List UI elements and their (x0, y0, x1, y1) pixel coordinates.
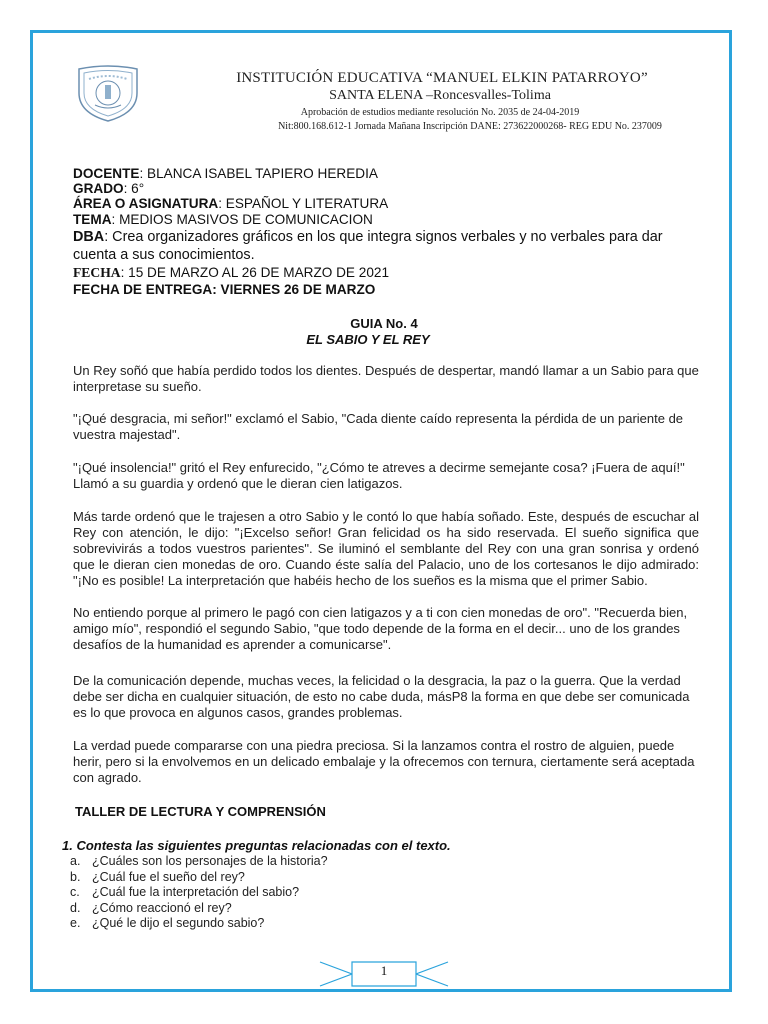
list-item: c. ¿Cuál fue la interpretación del sabio? (70, 885, 300, 900)
fecha-line: FECHA: 15 DE MARZO AL 26 DE MARZO DE 2021 (73, 265, 390, 280)
approval-resolution: Aprobación de estudios mediante resolución No. 2035 de 24-04-2019 (300, 107, 580, 118)
guide-number: GUIA No. 4 (350, 316, 418, 331)
docente-line: DOCENTE: BLANCA ISABEL TAPIERO HEREDIA (73, 166, 378, 181)
tema-line: TEMA: MEDIOS MASIVOS DE COMUNICACION (73, 212, 373, 227)
question-list (70, 854, 328, 932)
dba-line: DBA: Crea organizadores gráficos en los que integra signos verbales y no verbales para dar (73, 229, 663, 245)
story-paragraph-3: "¡Qué insolencia!" gritó el Rey enfurecido, "¿Cómo te atreves a decirme semejante cosa? ¡Fuera de aquí!" Llamó a su guardia y ordenó que le dieran cien latigazos. (73, 460, 685, 491)
story-paragraph-2: "¡Qué desgracia, mi señor!" exclamó el Sabio, "Cada diente caído representa la pérdida de un pariente de vuestra majestad". (73, 411, 684, 442)
school-crest-logo (73, 65, 143, 123)
story-paragraph-7: La verdad puede compararse con una piedra preciosa. Si la lanzamos contra el rostro de alguien, puede herir, pero si la envolvemos en un delicado embalaje y la ofrecemos con ternura, ciertamente será aceptada con agrado. (73, 738, 695, 785)
workshop-instruction: 1. Contesta las siguientes preguntas relacionadas con el texto. (62, 838, 451, 853)
area-line: ÁREA O ASIGNATURA: ESPAÑOL Y LITERATURA (73, 196, 389, 211)
story-paragraph-4: Más tarde ordenó que le trajesen a otro Sabio y le contó lo que había soñado. Este, después de escuchar al Rey con atención, le dijo: "¡Excelso señor! Gran felicidad os ha sido reservada. El sueño significa que sobrevivirás a todos vuestros parientes". Se iluminó el semblante del Rey con una gran sonrisa y ordenó que le dieran cien monedas de oro. Cuando éste salía del Palacio, uno de los cortesanos le dijo admirado: "¡No es posible! La interpretación que habéis hecho de los sueños es la misma que el primer Sabio. (73, 509, 699, 588)
story-paragraph-5: No entiendo porque al primero le pagó con cien latigazos y a ti con cien monedas de oro". "Recuerda bien, amigo mío", respondió el segundo Sabio, "que todo depende de la forma en el decir... uno de los grandes desafíos de la humanidad es aprender a comunicarse". (73, 605, 688, 652)
story-title: EL SABIO Y EL REY (306, 332, 430, 347)
fecha-entrega: FECHA DE ENTREGA: VIERNES 26 DE MARZO (73, 282, 376, 297)
list-item: a. ¿Cuáles son los personajes de la historia? (70, 854, 328, 868)
story-paragraph-1: Un Rey soñó que había perdido todos los dientes. Después de despertar, mandó llamar a un Sabio para que interpretase su sueño. (73, 363, 699, 394)
institution-location: SANTA ELENA –Roncesvalles-Tolima (329, 88, 551, 103)
list-item: d. ¿Cómo reaccionó el rey? (70, 900, 232, 915)
dba-line-continued: cuenta a sus conocimientos. (73, 247, 255, 263)
institution-name: INSTITUCIÓN EDUCATIVA “MANUEL ELKIN PATARROYO” (236, 70, 648, 86)
grado-line: GRADO: 6° (73, 181, 145, 196)
nit-registration: Nit:800.168.612-1 Jornada Mañana Inscripción DANE: 273622000268- REG EDU No. 237009 (278, 121, 662, 132)
page-number: 1 (380, 963, 388, 978)
list-item: e. ¿Qué le dijo el segundo sabio? (70, 916, 265, 931)
workshop-title: TALLER DE LECTURA Y COMPRENSIÓN (75, 804, 326, 819)
story-paragraph-6: De la comunicación depende, muchas veces, la felicidad o la desgracia, la paz o la guerra. Que la verdad debe ser dicha en cualquier situación, de esto no cabe duda, másP8 la forma en que debe ser comunicada es lo que provoca en algunos casos, grandes problemas. (73, 673, 690, 720)
list-item: b. ¿Cuál fue el sueño del rey? (70, 869, 245, 884)
